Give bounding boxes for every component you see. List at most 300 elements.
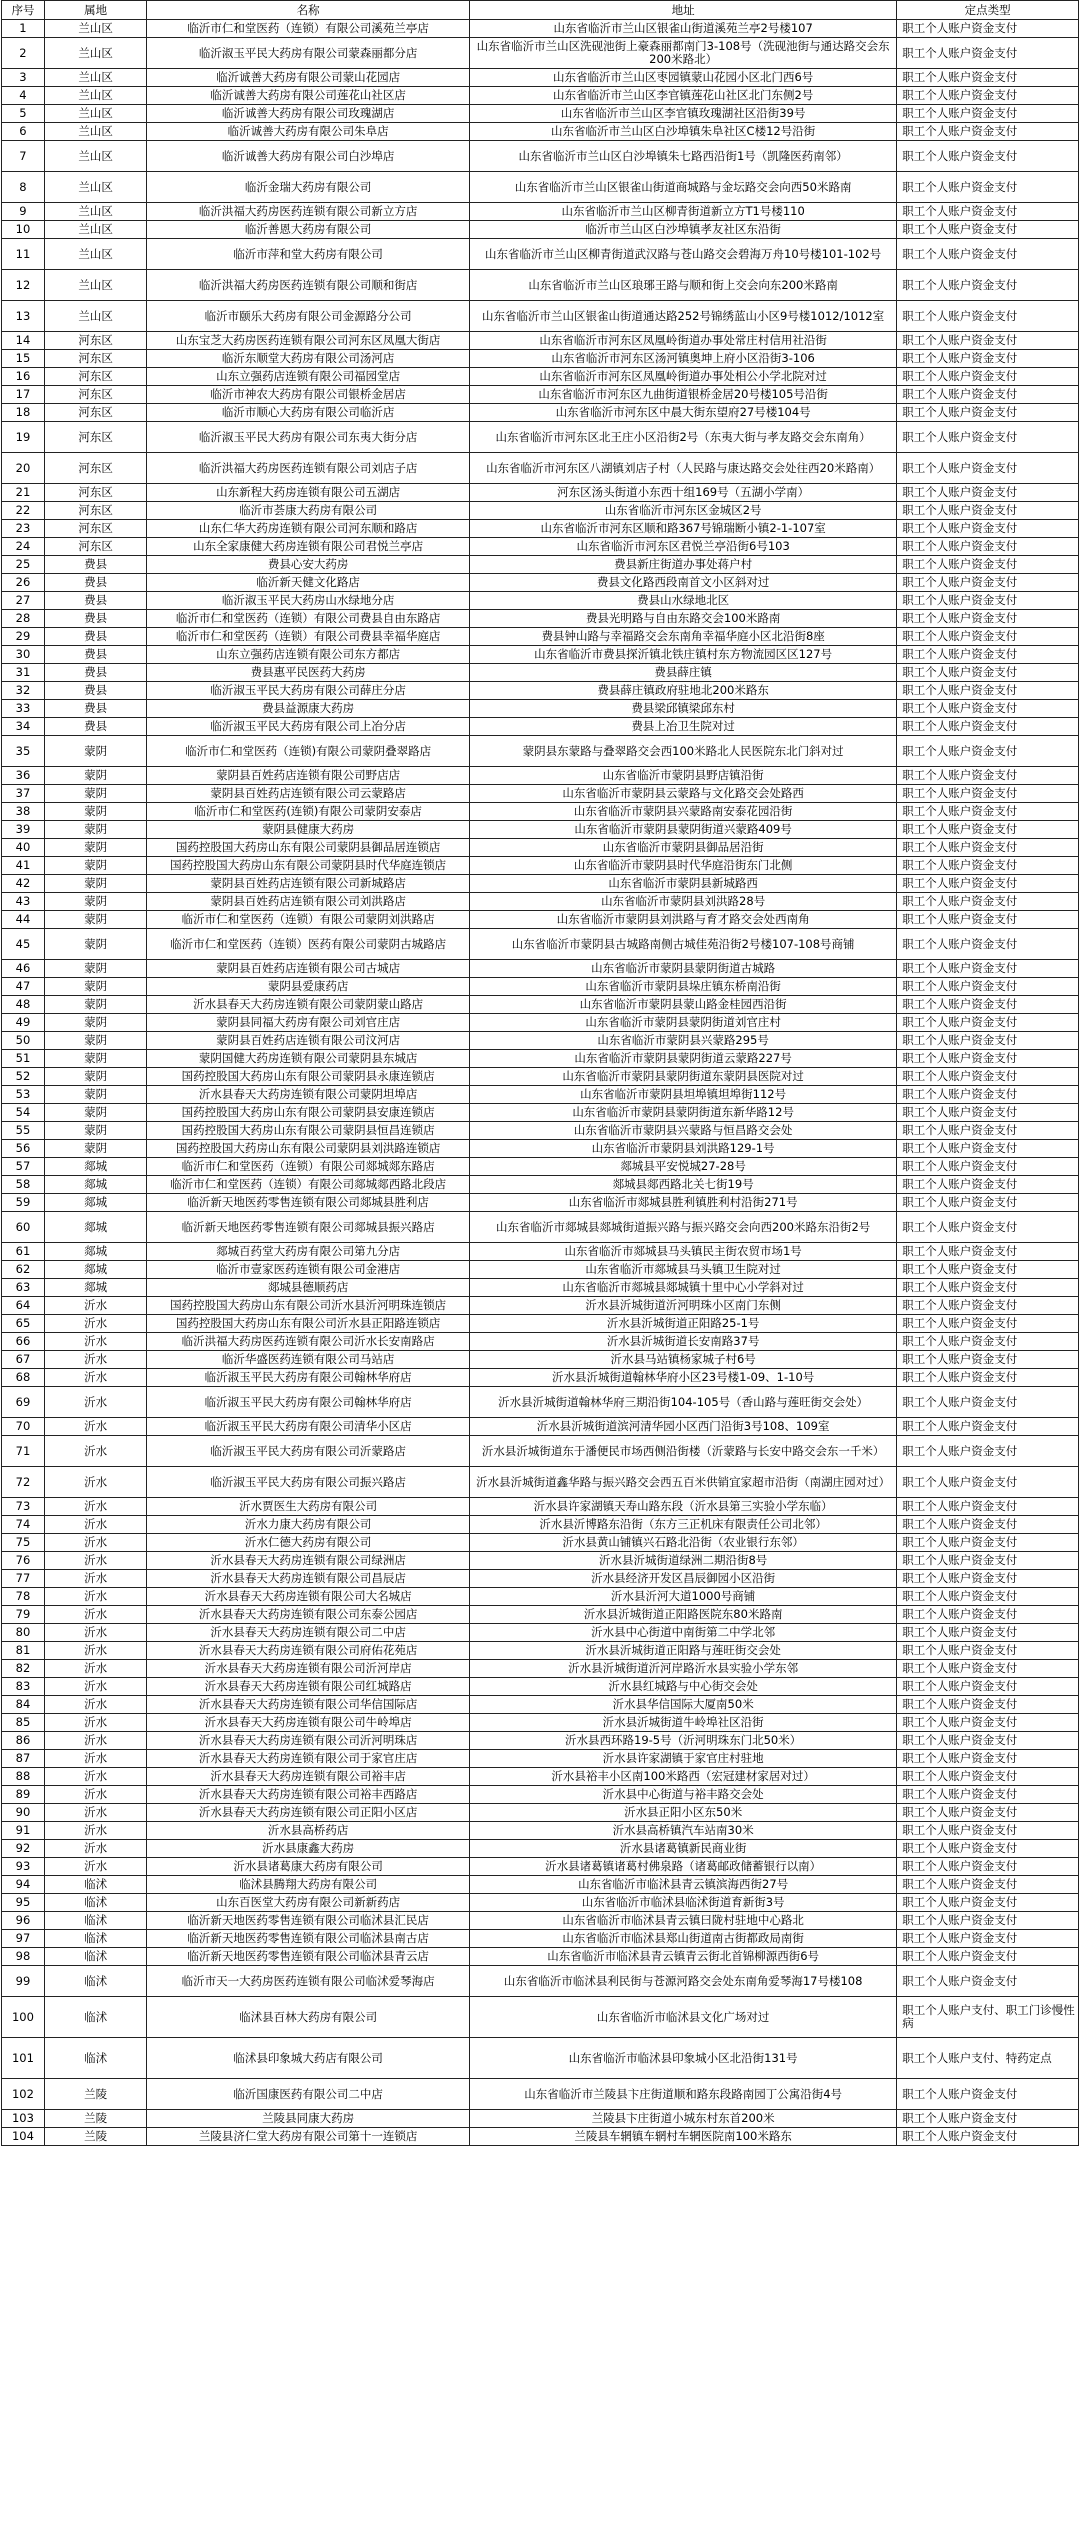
- cell-district: 蒙阴: [44, 1050, 146, 1068]
- cell-name: 蒙阴国健大药房连锁有限公司蒙阴县东城店: [147, 1050, 470, 1068]
- cell-name: 沂水县春天大药房连锁有限公司昌辰店: [147, 1570, 470, 1588]
- cell-address: 山东省临沂市兰山区李官镇莲花山社区北门东侧2号: [470, 87, 897, 105]
- table-row: [2, 172, 1079, 203]
- cell-address: 山东省临沂市蒙阴县时代华庭沿街东门北侧: [470, 857, 897, 875]
- cell-address: 郯城县平安悦城27-28号: [470, 1158, 897, 1176]
- cell-no: 21: [2, 484, 45, 502]
- cell-type: 职工个人账户资金支付: [897, 592, 1079, 610]
- cell-district: 沂水: [44, 1534, 146, 1552]
- table-row: [2, 386, 1079, 404]
- cell-district: 河东区: [44, 404, 146, 422]
- cell-no: 64: [2, 1297, 45, 1315]
- cell-district: 蒙阴: [44, 875, 146, 893]
- table-row: [2, 301, 1079, 332]
- cell-name: 临沭县腾翔大药房有限公司: [147, 1876, 470, 1894]
- table-row: [2, 960, 1079, 978]
- cell-name: 沂水县春天大药房连锁有限公司东泰公园店: [147, 1606, 470, 1624]
- table-row: [2, 1516, 1079, 1534]
- cell-name: 临沂淑玉平民大药房有限公司薛庄分店: [147, 682, 470, 700]
- cell-no: 76: [2, 1552, 45, 1570]
- table-row: [2, 1158, 1079, 1176]
- cell-address: 费县钟山路与幸福路交会东南角幸福华庭小区北沿街8座: [470, 628, 897, 646]
- cell-no: 62: [2, 1261, 45, 1279]
- cell-no: 37: [2, 785, 45, 803]
- cell-district: 费县: [44, 628, 146, 646]
- table-row: [2, 1534, 1079, 1552]
- table-row: [2, 1212, 1079, 1243]
- cell-name: 兰陵县同康大药房: [147, 2110, 470, 2128]
- cell-name: 沂水县春天大药房连锁有限公司大名城店: [147, 1588, 470, 1606]
- cell-name: 临沂洪福大药房医药连锁有限公司顺和街店: [147, 270, 470, 301]
- cell-district: 沂水: [44, 1678, 146, 1696]
- cell-address: 山东省临沂市河东区中晨大街东望府27号楼104号: [470, 404, 897, 422]
- cell-district: 沂水: [44, 1840, 146, 1858]
- cell-type: 职工个人账户资金支付: [897, 453, 1079, 484]
- cell-type: 职工个人账户资金支付: [897, 1804, 1079, 1822]
- table-row: [2, 105, 1079, 123]
- table-row: [2, 453, 1079, 484]
- cell-no: 103: [2, 2110, 45, 2128]
- cell-address: 山东省临沂市兰山区枣园镇蒙山花园小区北门西6号: [470, 69, 897, 87]
- cell-no: 6: [2, 123, 45, 141]
- cell-district: 兰山区: [44, 172, 146, 203]
- cell-no: 59: [2, 1194, 45, 1212]
- cell-district: 沂水: [44, 1768, 146, 1786]
- table-row: [2, 1768, 1079, 1786]
- cell-name: 临沂诚善大药房有限公司朱阜店: [147, 123, 470, 141]
- cell-type: 职工个人账户资金支付: [897, 332, 1079, 350]
- cell-name: 临沂市仁和堂医药（连锁）医药有限公司蒙阴古城路店: [147, 929, 470, 960]
- cell-type: 职工个人账户资金支付: [897, 996, 1079, 1014]
- cell-district: 沂水: [44, 1696, 146, 1714]
- cell-address: 蒙阴县东蒙路与叠翠路交会西100米路北人民医院东北门斜对过: [470, 736, 897, 767]
- cell-no: 24: [2, 538, 45, 556]
- cell-type: 职工个人账户资金支付: [897, 556, 1079, 574]
- table-row: [2, 87, 1079, 105]
- cell-name: 临沂淑玉平民大药房有限公司沂蒙路店: [147, 1436, 470, 1467]
- cell-type: 职工个人账户资金支付: [897, 1912, 1079, 1930]
- header-name: 名称: [147, 1, 470, 20]
- cell-address: 山东省临沂市蒙阴县兴蒙路295号: [470, 1032, 897, 1050]
- cell-district: 兰山区: [44, 20, 146, 38]
- cell-name: 山东百医堂大药房有限公司新新药店: [147, 1894, 470, 1912]
- cell-name: 山东立强药店连锁有限公司东方都店: [147, 646, 470, 664]
- cell-address: 沂水县正阳小区东50米: [470, 1804, 897, 1822]
- cell-name: 山东仁华大药房连锁有限公司河东顺和路店: [147, 520, 470, 538]
- cell-no: 53: [2, 1086, 45, 1104]
- cell-address: 山东省临沂市兰山区银雀山街道通达路252号锦绣蓝山小区9号楼1012/1012室: [470, 301, 897, 332]
- cell-address: 郯城县郯西路北关七街19号: [470, 1176, 897, 1194]
- table-row: [2, 911, 1079, 929]
- table-row: [2, 1804, 1079, 1822]
- cell-district: 郯城: [44, 1158, 146, 1176]
- cell-district: 临沭: [44, 1894, 146, 1912]
- cell-no: 52: [2, 1068, 45, 1086]
- cell-name: 临沂新天地医药零售连锁有限公司临沭县南古店: [147, 1930, 470, 1948]
- table-row: [2, 628, 1079, 646]
- cell-no: 15: [2, 350, 45, 368]
- cell-type: 职工个人账户资金支付: [897, 610, 1079, 628]
- cell-district: 费县: [44, 700, 146, 718]
- cell-district: 蒙阴: [44, 1140, 146, 1158]
- table-row: [2, 2110, 1079, 2128]
- cell-district: 沂水: [44, 1351, 146, 1369]
- cell-address: 山东省临沂市兰山区银雀山街道溪苑兰亭2号楼107: [470, 20, 897, 38]
- cell-type: 职工个人账户资金支付: [897, 1768, 1079, 1786]
- cell-type: 职工个人账户资金支付: [897, 1194, 1079, 1212]
- table-row: [2, 736, 1079, 767]
- cell-name: 临沂新天地医药零售连锁有限公司临沭县青云店: [147, 1948, 470, 1966]
- cell-district: 沂水: [44, 1498, 146, 1516]
- cell-name: 费县益源康大药房: [147, 700, 470, 718]
- cell-name: 沂水县春天大药房连锁有限公司牛岭埠店: [147, 1714, 470, 1732]
- cell-district: 蒙阴: [44, 929, 146, 960]
- cell-name: 临沂淑玉平民大药房有限公司清华小区店: [147, 1418, 470, 1436]
- cell-no: 30: [2, 646, 45, 664]
- table-row: [2, 1840, 1079, 1858]
- cell-district: 蒙阴: [44, 1086, 146, 1104]
- cell-district: 费县: [44, 664, 146, 682]
- cell-type: 职工个人账户资金支付: [897, 1552, 1079, 1570]
- cell-no: 98: [2, 1948, 45, 1966]
- table-row: [2, 1786, 1079, 1804]
- cell-name: 沂水县春天大药房连锁有限公司红城路店: [147, 1678, 470, 1696]
- table-row: [2, 1351, 1079, 1369]
- cell-type: 职工个人账户资金支付: [897, 1930, 1079, 1948]
- table-row: [2, 718, 1079, 736]
- cell-address: 沂水县西环路19-5号（沂河明珠东门北50米）: [470, 1732, 897, 1750]
- cell-no: 33: [2, 700, 45, 718]
- pharmacy-table: [1, 0, 1079, 2146]
- cell-district: 兰山区: [44, 270, 146, 301]
- cell-address: 山东省临沂市临沭县青云镇青云街北首锦柳源西街6号: [470, 1948, 897, 1966]
- cell-address: 沂水县沂城街道正阳路与莲旺街交会处: [470, 1642, 897, 1660]
- cell-no: 29: [2, 628, 45, 646]
- cell-address: 费县梁邱镇梁邱东村: [470, 700, 897, 718]
- cell-address: 沂水县诸葛镇新民商业街: [470, 1840, 897, 1858]
- cell-name: 临沂淑玉平民大药房有限公司东夷大街分店: [147, 422, 470, 453]
- cell-address: 山东省临沂市郯城县郯城街道振兴路与振兴路交会向西200米路东沿街2号: [470, 1212, 897, 1243]
- cell-type: 职工个人账户资金支付: [897, 1822, 1079, 1840]
- cell-type: 职工个人账户资金支付: [897, 484, 1079, 502]
- table-row: [2, 1261, 1079, 1279]
- cell-address: 沂水县华信国际大厦南50米: [470, 1696, 897, 1714]
- cell-type: 职工个人账户资金支付: [897, 172, 1079, 203]
- cell-type: 职工个人账户资金支付: [897, 700, 1079, 718]
- cell-district: 费县: [44, 592, 146, 610]
- cell-type: 职工个人账户资金支付: [897, 1498, 1079, 1516]
- cell-name: 费县惠平民医药大药房: [147, 664, 470, 682]
- table-row: [2, 404, 1079, 422]
- cell-district: 蒙阴: [44, 960, 146, 978]
- cell-district: 蒙阴: [44, 1122, 146, 1140]
- cell-address: 沂水县沂城街道牛岭埠社区沿街: [470, 1714, 897, 1732]
- cell-type: 职工个人账户资金支付: [897, 1894, 1079, 1912]
- cell-name: 临沂市仁和堂医药（连锁）有限公司溪苑兰亭店: [147, 20, 470, 38]
- cell-type: 职工个人账户资金支付: [897, 105, 1079, 123]
- cell-district: 沂水: [44, 1624, 146, 1642]
- cell-type: 职工个人账户资金支付: [897, 646, 1079, 664]
- cell-no: 79: [2, 1606, 45, 1624]
- cell-name: 临沂市神农大药房有限公司银桥金居店: [147, 386, 470, 404]
- cell-name: 临沂国康医药有限公司二中店: [147, 2079, 470, 2110]
- table-row: [2, 1876, 1079, 1894]
- cell-no: 56: [2, 1140, 45, 1158]
- cell-no: 41: [2, 857, 45, 875]
- cell-district: 蒙阴: [44, 1014, 146, 1032]
- cell-address: 山东省临沂市河东区八湖镇刘店子村（人民路与康达路交会处往西20米路南）: [470, 453, 897, 484]
- cell-district: 蒙阴: [44, 857, 146, 875]
- table-row: [2, 785, 1079, 803]
- cell-name: 蒙阴县百姓药店连锁有限公司古城店: [147, 960, 470, 978]
- cell-address: 沂水县沂博路东沿街（东方三正机床有限责任公司北邻）: [470, 1516, 897, 1534]
- cell-address: 山东省临沂市郯城县胜利镇胜利村沿街271号: [470, 1194, 897, 1212]
- cell-district: 蒙阴: [44, 893, 146, 911]
- cell-address: 沂水县经济开发区昌辰御园小区沿街: [470, 1570, 897, 1588]
- cell-no: 16: [2, 368, 45, 386]
- table-row: [2, 1660, 1079, 1678]
- cell-address: 费县光明路与自由东路交会100米路南: [470, 610, 897, 628]
- cell-address: 沂水县沂城街道滨河清华园小区西门沿街3号108、109室: [470, 1418, 897, 1436]
- cell-no: 92: [2, 1840, 45, 1858]
- cell-name: 山东立强药店连锁有限公司福园堂店: [147, 368, 470, 386]
- cell-no: 11: [2, 239, 45, 270]
- cell-district: 沂水: [44, 1436, 146, 1467]
- cell-district: 河东区: [44, 368, 146, 386]
- cell-district: 沂水: [44, 1804, 146, 1822]
- cell-no: 55: [2, 1122, 45, 1140]
- cell-no: 75: [2, 1534, 45, 1552]
- cell-address: 山东省临沂市蒙阴县蒙阴街道刘官庄村: [470, 1014, 897, 1032]
- cell-name: 临沂金瑞大药房有限公司: [147, 172, 470, 203]
- cell-name: 蒙阴县同福大药房有限公司刘官庄店: [147, 1014, 470, 1032]
- cell-address: 费县薛庄镇政府驻地北200米路东: [470, 682, 897, 700]
- cell-no: 71: [2, 1436, 45, 1467]
- cell-no: 25: [2, 556, 45, 574]
- cell-type: 职工个人账户资金支付: [897, 1624, 1079, 1642]
- cell-address: 山东省临沂市兰山区银雀山街道商城路与金坛路交会向西50米路南: [470, 172, 897, 203]
- cell-address: 山东省临沂市临沭县文化广场对过: [470, 1997, 897, 2038]
- cell-type: 职工个人账户资金支付: [897, 875, 1079, 893]
- cell-name: 临沂东顺堂大药房有限公司汤河店: [147, 350, 470, 368]
- cell-no: 72: [2, 1467, 45, 1498]
- cell-no: 97: [2, 1930, 45, 1948]
- cell-name: 国药控股国大药房山东有限公司蒙阴县永康连锁店: [147, 1068, 470, 1086]
- cell-district: 蒙阴: [44, 1068, 146, 1086]
- table-row: [2, 484, 1079, 502]
- table-row: [2, 857, 1079, 875]
- cell-district: 沂水: [44, 1418, 146, 1436]
- cell-district: 费县: [44, 718, 146, 736]
- cell-type: 职工个人账户资金支付: [897, 1876, 1079, 1894]
- table-row: [2, 1948, 1079, 1966]
- cell-type: 职工个人账户资金支付: [897, 767, 1079, 785]
- cell-name: 沂水县春天大药房连锁有限公司华信国际店: [147, 1696, 470, 1714]
- cell-address: 山东省临沂市郯城县马头镇民主街农贸市场1号: [470, 1243, 897, 1261]
- cell-type: 职工个人账户资金支付: [897, 141, 1079, 172]
- cell-district: 沂水: [44, 1822, 146, 1840]
- cell-district: 沂水: [44, 1858, 146, 1876]
- cell-name: 临沂洪福大药房医药连锁有限公司新立方店: [147, 203, 470, 221]
- cell-no: 58: [2, 1176, 45, 1194]
- table-row: [2, 520, 1079, 538]
- table-row: [2, 1297, 1079, 1315]
- cell-address: 沂水县沂城街道绿洲二期沿街8号: [470, 1552, 897, 1570]
- cell-district: 沂水: [44, 1315, 146, 1333]
- cell-type: 职工个人账户资金支付: [897, 69, 1079, 87]
- cell-no: 43: [2, 893, 45, 911]
- cell-no: 85: [2, 1714, 45, 1732]
- cell-type: 职工个人账户资金支付: [897, 87, 1079, 105]
- cell-no: 20: [2, 453, 45, 484]
- cell-district: 兰山区: [44, 105, 146, 123]
- cell-type: 职工个人账户资金支付: [897, 1750, 1079, 1768]
- table-row: [2, 422, 1079, 453]
- cell-district: 蒙阴: [44, 978, 146, 996]
- cell-no: 38: [2, 803, 45, 821]
- cell-no: 44: [2, 911, 45, 929]
- cell-district: 河东区: [44, 520, 146, 538]
- cell-type: 职工个人账户资金支付: [897, 911, 1079, 929]
- cell-type: 职工个人账户资金支付: [897, 1104, 1079, 1122]
- cell-no: 95: [2, 1894, 45, 1912]
- cell-address: 沂水县沂城街道沂河明珠小区南门东侧: [470, 1297, 897, 1315]
- table-row: [2, 682, 1079, 700]
- cell-district: 郯城: [44, 1176, 146, 1194]
- cell-type: 职工个人账户资金支付: [897, 1966, 1079, 1997]
- cell-name: 沂水县春天大药房连锁有限公司裕丰西路店: [147, 1786, 470, 1804]
- table-row: [2, 203, 1079, 221]
- cell-name: 沂水县春天大药房连锁有限公司二中店: [147, 1624, 470, 1642]
- cell-type: 职工个人账户资金支付: [897, 978, 1079, 996]
- cell-address: 沂水县高桥镇汽车站南30米: [470, 1822, 897, 1840]
- cell-address: 费县上冶卫生院对过: [470, 718, 897, 736]
- cell-district: 兰山区: [44, 87, 146, 105]
- cell-address: 沂水县沂城街道翰林华府小区23号楼1-09、1-10号: [470, 1369, 897, 1387]
- table-row: [2, 574, 1079, 592]
- cell-name: 国药控股国大药房山东有限公司沂水县正阳路连锁店: [147, 1315, 470, 1333]
- cell-name: 国药控股国大药房山东有限公司蒙阴县时代华庭连锁店: [147, 857, 470, 875]
- table-row: [2, 1194, 1079, 1212]
- cell-no: 26: [2, 574, 45, 592]
- cell-district: 兰山区: [44, 221, 146, 239]
- cell-address: 沂水县沂城街道东于潘便民市场西侧沿街楼（沂蒙路与长安中路交会东一千米）: [470, 1436, 897, 1467]
- table-row: [2, 1243, 1079, 1261]
- cell-name: 临沂淑玉平民大药房有限公司翰林华府店: [147, 1387, 470, 1418]
- cell-name: 临沂市仁和堂医药（连锁）有限公司郯城郯东路店: [147, 1158, 470, 1176]
- cell-address: 山东省临沂市郯城县马头镇卫生院对过: [470, 1261, 897, 1279]
- table-row: [2, 123, 1079, 141]
- table-row: [2, 839, 1079, 857]
- cell-district: 河东区: [44, 484, 146, 502]
- cell-address: 山东省临沂市临沭县青云镇曰陇村驻地中心路北: [470, 1912, 897, 1930]
- cell-no: 28: [2, 610, 45, 628]
- cell-type: 职工个人账户资金支付: [897, 1122, 1079, 1140]
- cell-district: 沂水: [44, 1333, 146, 1351]
- cell-no: 100: [2, 1997, 45, 2038]
- cell-district: 郯城: [44, 1194, 146, 1212]
- table-row: [2, 1552, 1079, 1570]
- cell-district: 兰陵: [44, 2079, 146, 2110]
- cell-type: 职工个人账户资金支付: [897, 1387, 1079, 1418]
- cell-name: 临沂洪福大药房医药连锁有限公司刘店子店: [147, 453, 470, 484]
- table-row: [2, 239, 1079, 270]
- cell-district: 沂水: [44, 1786, 146, 1804]
- cell-no: 57: [2, 1158, 45, 1176]
- cell-no: 32: [2, 682, 45, 700]
- cell-address: 沂水县沂河大道1000号商铺: [470, 1588, 897, 1606]
- table-row: [2, 996, 1079, 1014]
- cell-address: 山东省临沂市蒙阴县兴蒙路与恒昌路交会处: [470, 1122, 897, 1140]
- table-row: [2, 1624, 1079, 1642]
- cell-district: 临沭: [44, 1876, 146, 1894]
- cell-type: 职工个人账户资金支付: [897, 1516, 1079, 1534]
- cell-type: 职工个人账户资金支付: [897, 1534, 1079, 1552]
- cell-address: 沂水县沂城街道鑫华路与振兴路交会西五百米供销宜家超市沿街（南湖庄园对过）: [470, 1467, 897, 1498]
- cell-type: 职工个人账户资金支付: [897, 1714, 1079, 1732]
- cell-no: 8: [2, 172, 45, 203]
- cell-no: 12: [2, 270, 45, 301]
- cell-type: 职工个人账户资金支付: [897, 404, 1079, 422]
- cell-address: 山东省临沂市临沭县临沭街道育新街3号: [470, 1894, 897, 1912]
- cell-type: 职工个人账户资金支付: [897, 1660, 1079, 1678]
- cell-address: 山东省临沂市河东区金城区2号: [470, 502, 897, 520]
- cell-no: 102: [2, 2079, 45, 2110]
- cell-address: 山东省临沂市蒙阴县蒙阴街道云蒙路227号: [470, 1050, 897, 1068]
- cell-no: 9: [2, 203, 45, 221]
- cell-address: 沂水县中心街道中南街第二中学北邻: [470, 1624, 897, 1642]
- cell-type: 职工个人账户资金支付: [897, 20, 1079, 38]
- table-row: [2, 664, 1079, 682]
- cell-name: 沂水县春天大药房连锁有限公司正阳小区店: [147, 1804, 470, 1822]
- cell-address: 沂水县沂城街道长安南路37号: [470, 1333, 897, 1351]
- cell-no: 22: [2, 502, 45, 520]
- cell-district: 郯城: [44, 1243, 146, 1261]
- cell-address: 临沂市兰山区白沙埠镇孝友社区东沿街: [470, 221, 897, 239]
- cell-address: 山东省临沂市蒙阴县坦埠镇坦埠街112号: [470, 1086, 897, 1104]
- cell-district: 临沭: [44, 1912, 146, 1930]
- cell-address: 山东省临沂市兰山区白沙埠镇朱七路西沿街1号（凯隆医药南邻）: [470, 141, 897, 172]
- cell-name: 临沂诚善大药房有限公司玫瑰湖店: [147, 105, 470, 123]
- cell-name: 临沂市萍和堂大药房有限公司: [147, 239, 470, 270]
- cell-no: 87: [2, 1750, 45, 1768]
- table-row: [2, 1140, 1079, 1158]
- cell-name: 蒙阴县健康大药房: [147, 821, 470, 839]
- cell-type: 职工个人账户资金支付: [897, 1696, 1079, 1714]
- cell-no: 67: [2, 1351, 45, 1369]
- cell-address: 山东省临沂市临沭县郑山街道南古街都政局南街: [470, 1930, 897, 1948]
- cell-type: 职工个人账户资金支付: [897, 1606, 1079, 1624]
- cell-type: 职工个人账户资金支付: [897, 1050, 1079, 1068]
- cell-name: 沂水县春天大药房连锁有限公司蒙阴坦埠店: [147, 1086, 470, 1104]
- cell-district: 沂水: [44, 1369, 146, 1387]
- cell-district: 兰山区: [44, 239, 146, 270]
- table-row: [2, 38, 1079, 69]
- cell-type: 职工个人账户资金支付: [897, 857, 1079, 875]
- cell-name: 临沂市荟康大药房有限公司: [147, 502, 470, 520]
- table-row: [2, 1912, 1079, 1930]
- cell-district: 临沭: [44, 1948, 146, 1966]
- cell-type: 职工个人账户资金支付: [897, 386, 1079, 404]
- table-row: [2, 1732, 1079, 1750]
- cell-district: 蒙阴: [44, 736, 146, 767]
- cell-type: 职工个人账户资金支付: [897, 368, 1079, 386]
- cell-address: 费县文化路西段南首文小区斜对过: [470, 574, 897, 592]
- cell-type: 职工个人账户资金支付: [897, 1642, 1079, 1660]
- cell-name: 郯城县德顺药店: [147, 1279, 470, 1297]
- cell-address: 山东省临沂市蒙阴县御品居沿街: [470, 839, 897, 857]
- cell-type: 职工个人账户资金支付: [897, 960, 1079, 978]
